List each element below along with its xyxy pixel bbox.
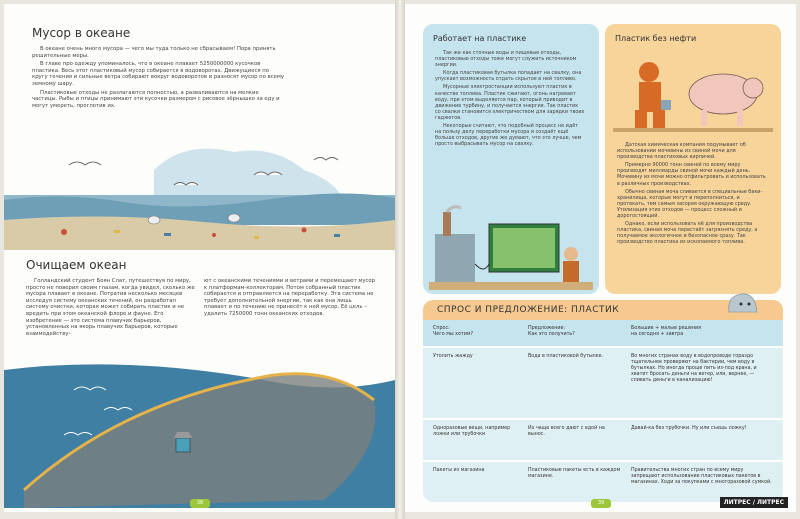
- paragraph: Так же как сточные воды и пищевые отходы, пластиковые отходы тоже могут служить источником энергии.: [435, 50, 577, 69]
- row1-solution: Во многих странах воду в водопроводе гораздо тщательнее проверяют на бактерии, чем воду в бутылках. Но иногда проще пить из-под крана, и хватит бросать деньги на ветер, или, вернее, — сливать деньги в канализацию!: [631, 354, 757, 383]
- box1-text: [435, 50, 585, 149]
- paragraph: ют с океанскими течениями и ветрами и перемещают мусор к платформам-коллекторам. Потом собранный пластик собирается и отправляется на переработку. Эта система не требует дополнительной энергии, так как она лишь плавает и по течению не принесёт к ней мусор. Её цель – удалить 7250000 тонн океанских отходов.: [204, 278, 376, 317]
- page-number-left: 38: [190, 499, 210, 508]
- paragraph: Мусорные электростанции используют пластик в качестве топлива. Пластик сжигают, огонь нагревает воду, при этом выделяется пар, который приводит в движение турбину, и получается энергия. Так пластик со свалки становится электричеством для зарядки твоих гаджетов.: [435, 84, 585, 121]
- table-row: [423, 420, 783, 460]
- table-title: СПРОС И ПРЕДЛОЖЕНИЕ: ПЛАСТИК: [437, 305, 620, 315]
- row3-demand: Пакеты из магазина: [433, 468, 485, 473]
- page-number-right: 39: [591, 499, 611, 508]
- box-plastic-energy: [423, 24, 599, 294]
- paragraph: Когда пластиковая бутылка попадает на свалку, она упускает возможность отдать скрытое в ней топливо.: [435, 70, 582, 83]
- paragraph: Пластиковые отходы не разлагаются полностью, а разваливаются на мелкие частицы. Рыбы и птицы принимают эти кусочки размером с рисовое зёрнышко за еду и могут умереть, проглотив их.: [32, 89, 280, 109]
- plastic-bag-illustration: [723, 286, 763, 318]
- paragraph: Примерно 90000 тонн свиней по всему миру производят миллиарды свиной мочи каждый день. Мочевину из мочи можно отфильтровать и использовать в различных производствах.: [617, 162, 766, 187]
- header-solution: Большие + малые решения на сегодня + завтра: [631, 326, 702, 337]
- supply-demand-table: [423, 300, 783, 502]
- watermark-logo: ЛИТРЕС / ЛИТРЕС: [720, 497, 788, 508]
- section1-text: [32, 46, 284, 111]
- box-plastic-without-oil: [605, 24, 781, 294]
- paragraph: В главе про одежду упоминалось, что в океане плавает 5250000000 кусочков пластика. Весь этот пластиковый мусор собирается в водоворотах. Движущиеся по кругу течения и сильные ветра собирают вокруг водоворотов и разносят мусор по всему земному шару.: [32, 61, 284, 87]
- row3-supply: Пластиковые пакеты есть в каждом магазине.: [528, 468, 621, 479]
- row1-demand: Утолить жажду: [433, 354, 473, 359]
- table-row: [423, 348, 783, 418]
- section2-col2: [204, 278, 376, 320]
- box2-title: Пластик без нефти: [615, 34, 697, 43]
- row2-supply: Их чаще всего дают с едой на вынос.: [528, 426, 605, 437]
- table-header-row: [423, 320, 783, 346]
- row2-solution: Давай-ка без трубочки. Ну или съешь ложку!: [631, 426, 747, 431]
- left-page: [4, 4, 395, 512]
- paragraph: Датская химическая компания подумывает об использовании мочевины из свиной мочи для производства пластиковых кирпичей.: [617, 142, 746, 161]
- paragraph: Обычно свиная моча сливается в специальные баки-хранилища, которые могут и переполниться, и протекать, тем самым засоряя окружающую среду. Утилизация этих отходов — процесс сложный и дорогостоящий.: [617, 188, 763, 220]
- row1-supply: Вода в пластиковой бутылке.: [528, 354, 604, 359]
- section-title-cleaning: Очищаем океан: [26, 258, 127, 272]
- paragraph: Некоторые считают, что подобный процесс не идёт на пользу делу переработки мусора и создаёт ещё больше отходов, другие же думают, что это лучше, чем просто выбрасывать мусор на свалку.: [435, 123, 582, 148]
- ocean-garbage-illustration: [4, 140, 395, 250]
- section2-col1: [26, 278, 198, 339]
- paragraph: Однако, если использовать её для производства пластика, свиная моча перестаёт загрязнять среду, а получаемое экологичное и безопасное сразу. Так производство пластика из ископаемого топлива.: [617, 221, 758, 246]
- paragraph: Голландский студент Боян Слат, путешествуя по миру, просто не поверил своим глазам, когда увидел, сколько же мусора плавает в океане. Потратив несколько месяцев исследуя систему океанских течений, он разработал систему очистки, которая может собирать пластик и не вредить при этом океанской флоре и фауне. Его изобретение — это система плавучих барьеров, установленных на якорь плавучих барьеров, которые взаимодейству-: [26, 278, 195, 337]
- header-demand: Спрос: Чего мы хотим?: [433, 326, 474, 337]
- table-row: [423, 462, 783, 502]
- paragraph: В океане очень много мусора — чего мы туда только не сбрасываем! Пора принять решительные меры.: [32, 46, 276, 59]
- section-title-garbage: Мусор в океане: [32, 26, 131, 40]
- floating-barrier-illustration: [4, 340, 395, 508]
- power-plant-illustration: [429, 204, 593, 290]
- box1-title: Работает на пластике: [433, 34, 527, 43]
- right-page: [405, 4, 796, 512]
- box2-text: [617, 142, 769, 248]
- row2-demand: Одноразовые вещи, например ложки или трубочки: [433, 426, 511, 437]
- pig-scientist-illustration: [613, 48, 773, 134]
- row3-solution: Правительства многих стран по всему миру запрещают использование пластиковых пакетов в магазинах. Ходи за покупками с многоразовой сумкой.: [631, 468, 772, 485]
- header-supply: Предложение: Как это получить?: [528, 326, 575, 337]
